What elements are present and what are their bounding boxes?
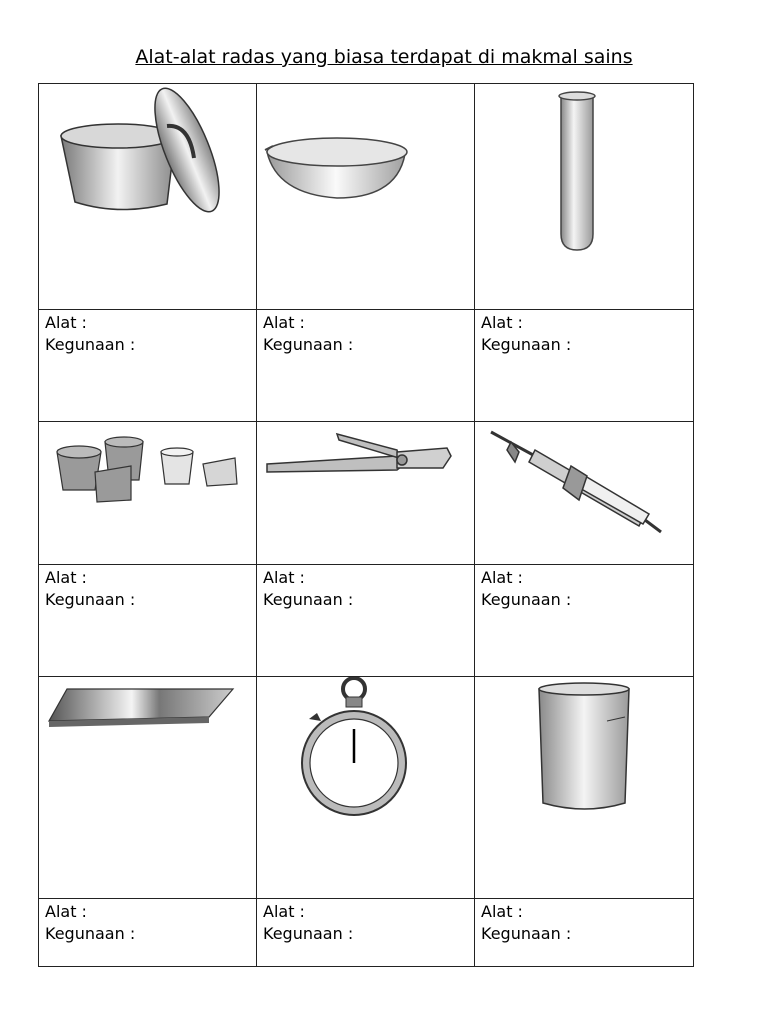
kegunaan-label: Kegunaan : (481, 590, 572, 609)
kegunaan-label: Kegunaan : (481, 335, 572, 354)
alat-label: Alat : (481, 568, 523, 587)
apparatus-image-cell (257, 677, 475, 899)
kegunaan-label: Kegunaan : (263, 335, 354, 354)
kegunaan-label: Kegunaan : (45, 924, 136, 943)
apparatus-label-cell (39, 899, 257, 967)
apparatus-image-cell (475, 84, 694, 310)
apparatus-label-cell (39, 565, 257, 677)
kegunaan-label: Kegunaan : (263, 590, 354, 609)
beaker-icon (475, 677, 694, 899)
alat-label: Alat : (45, 568, 87, 587)
evaporating-dish-icon (257, 84, 475, 310)
kegunaan-label: Kegunaan : (45, 335, 136, 354)
kegunaan-label: Kegunaan : (45, 590, 136, 609)
syringe-icon (475, 422, 694, 565)
alat-label: Alat : (481, 902, 523, 921)
alat-label: Alat : (263, 568, 305, 587)
apparatus-label-cell (39, 310, 257, 422)
apparatus-image-cell (475, 677, 694, 899)
kegunaan-label: Kegunaan : (481, 924, 572, 943)
apparatus-label-cell (257, 899, 475, 967)
crucible-with-lid-icon (39, 84, 257, 310)
alat-label: Alat : (45, 313, 87, 332)
apparatus-image-cell (39, 422, 257, 565)
apparatus-label-cell (257, 310, 475, 422)
apparatus-label-cell (257, 565, 475, 677)
apparatus-label-cell (475, 899, 694, 967)
rubber-stoppers-icon (39, 422, 257, 565)
kegunaan-label: Kegunaan : (263, 924, 354, 943)
test-tube-icon (475, 84, 694, 310)
apparatus-label-cell (475, 565, 694, 677)
alat-label: Alat : (45, 902, 87, 921)
apparatus-label-cell (475, 310, 694, 422)
apparatus-image-cell (39, 84, 257, 310)
apparatus-image-cell (257, 84, 475, 310)
apparatus-table (38, 83, 694, 967)
apparatus-image-cell (475, 422, 694, 565)
stopwatch-icon (257, 677, 475, 899)
alat-label: Alat : (481, 313, 523, 332)
glass-plate-icon (39, 677, 257, 899)
page-title: Alat-alat radas yang biasa terdapat di makmal sains (135, 46, 633, 68)
apparatus-image-cell (39, 677, 257, 899)
tongs-icon (257, 422, 475, 565)
alat-label: Alat : (263, 902, 305, 921)
apparatus-image-cell (257, 422, 475, 565)
alat-label: Alat : (263, 313, 305, 332)
